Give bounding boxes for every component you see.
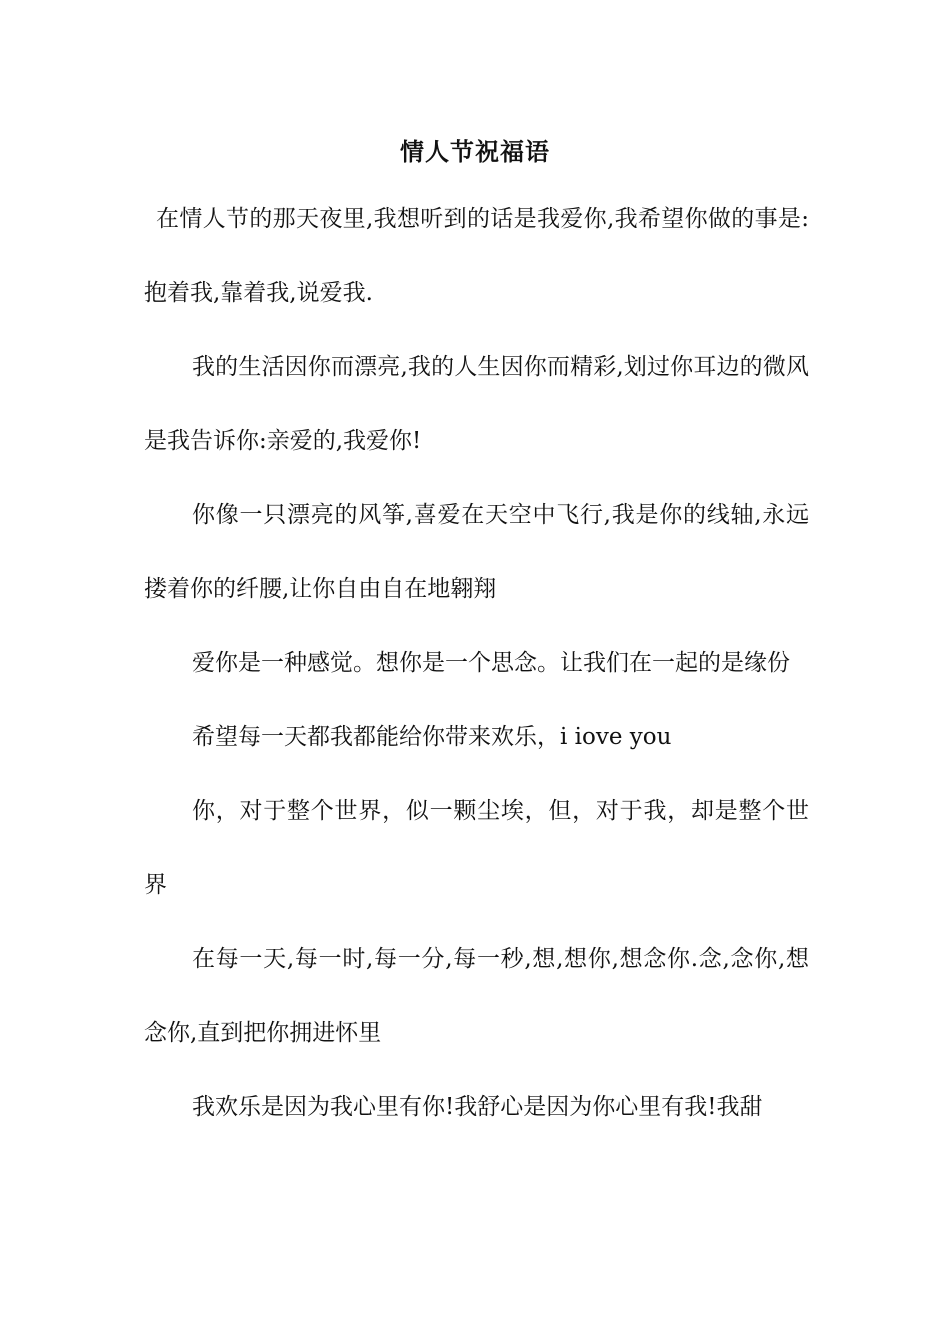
- document-title: 情人节祝福语: [400, 137, 550, 166]
- document-body: [144, 182, 809, 1144]
- paragraph: 爱你是一种感觉。想你是一个思念。让我们在一起的是缘份: [192, 650, 790, 676]
- paragraph: 我欢乐是因为我心里有你!我舒心是因为你心里有我!我甜: [192, 1094, 763, 1120]
- paragraph: 在每一天,每一时,每一分,每一秒,想,想你,想念你.念,念你,想念你,直到把你拥进怀里: [144, 946, 809, 1046]
- paragraph: 你，对于整个世界，似一颗尘埃，但，对于我，却是整个世界: [144, 798, 809, 898]
- paragraph: 你像一只漂亮的风筝,喜爱在天空中飞行,我是你的线轴,永远搂着你的纤腰,让你自由自在地翱翔: [144, 502, 809, 602]
- paragraph: 在情人节的那天夜里,我想听到的话是我爱你,我希望你做的事是:抱着我,靠着我,说爱我.: [144, 206, 809, 306]
- paragraph: 我的生活因你而漂亮,我的人生因你而精彩,划过你耳边的微风是我告诉你:亲爱的,我爱你!: [144, 354, 809, 454]
- paragraph: 希望每一天都我都能给你带来欢乐，i iove you: [192, 724, 672, 750]
